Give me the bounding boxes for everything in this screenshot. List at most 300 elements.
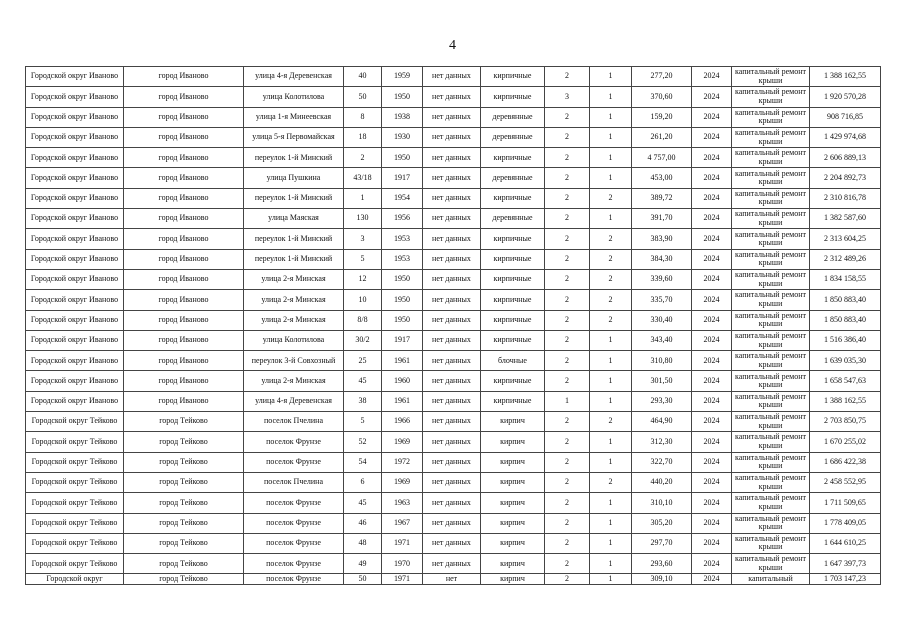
work-type-cell: капитальный ремонт крыши	[732, 229, 810, 249]
info-cell: нет данных	[423, 412, 481, 432]
floors-cell: 2	[545, 533, 590, 553]
street-cell: переулок 1-й Минский	[244, 249, 344, 269]
city-cell: город Тейково	[124, 513, 244, 533]
work-type-cell: капитальный ремонт крыши	[732, 269, 810, 289]
year-built-cell: 1950	[382, 269, 423, 289]
plan-year-cell: 2024	[692, 290, 732, 310]
info-cell: нет данных	[423, 493, 481, 513]
floors-cell: 2	[545, 148, 590, 168]
work-type-cell: капитальный ремонт крыши	[732, 351, 810, 371]
house-number-cell: 25	[344, 351, 382, 371]
city-cell: город Иваново	[124, 168, 244, 188]
work-type-cell: капитальный ремонт крыши	[732, 87, 810, 107]
area-cell: 464,90	[632, 412, 692, 432]
work-type-cell: капитальный ремонт крыши	[732, 412, 810, 432]
city-cell: город Иваново	[124, 188, 244, 208]
cost-cell: 1 703 147,23	[810, 574, 881, 585]
entrances-cell: 1	[590, 574, 632, 585]
wall-material-cell: кирпичные	[481, 67, 545, 87]
plan-year-cell: 2024	[692, 391, 732, 411]
plan-year-cell: 2024	[692, 574, 732, 585]
entrances-cell: 1	[590, 148, 632, 168]
floors-cell: 3	[545, 87, 590, 107]
year-built-cell: 1917	[382, 168, 423, 188]
table-row	[26, 67, 881, 87]
wall-material-cell: деревянные	[481, 107, 545, 127]
area-cell: 383,90	[632, 229, 692, 249]
entrances-cell: 1	[590, 168, 632, 188]
year-built-cell: 1969	[382, 432, 423, 452]
street-cell: улица 4-я Деревенская	[244, 391, 344, 411]
city-cell: город Иваново	[124, 391, 244, 411]
area-cell: 4 757,00	[632, 148, 692, 168]
area-cell: 309,10	[632, 574, 692, 585]
floors-cell: 2	[545, 330, 590, 350]
district-cell: Городской округ Иваново	[26, 127, 124, 147]
plan-year-cell: 2024	[692, 432, 732, 452]
plan-year-cell: 2024	[692, 513, 732, 533]
wall-material-cell: деревянные	[481, 127, 545, 147]
street-cell: улица Маяская	[244, 209, 344, 229]
info-cell: нет данных	[423, 432, 481, 452]
work-type-cell: капитальный ремонт крыши	[732, 310, 810, 330]
street-cell: улица Пушкина	[244, 168, 344, 188]
table-row	[26, 493, 881, 513]
entrances-cell: 1	[590, 87, 632, 107]
entrances-cell: 2	[590, 269, 632, 289]
district-cell: Городской округ Иваново	[26, 269, 124, 289]
street-cell: улица Колотилова	[244, 87, 344, 107]
table-row	[26, 269, 881, 289]
city-cell: город Иваново	[124, 371, 244, 391]
table-row	[26, 391, 881, 411]
table-row	[26, 310, 881, 330]
table-row	[26, 371, 881, 391]
table-row	[26, 87, 881, 107]
wall-material-cell: кирпичные	[481, 148, 545, 168]
work-type-cell: капитальный ремонт крыши	[732, 391, 810, 411]
table-row	[26, 290, 881, 310]
area-cell: 312,30	[632, 432, 692, 452]
year-built-cell: 1956	[382, 209, 423, 229]
cost-cell: 1 639 035,30	[810, 351, 881, 371]
floors-cell: 2	[545, 412, 590, 432]
area-cell: 159,20	[632, 107, 692, 127]
work-type-cell: капитальный ремонт крыши	[732, 493, 810, 513]
cost-cell: 1 670 255,02	[810, 432, 881, 452]
year-built-cell: 1930	[382, 127, 423, 147]
cost-cell: 1 516 386,40	[810, 330, 881, 350]
year-built-cell: 1966	[382, 412, 423, 432]
info-cell: нет данных	[423, 533, 481, 553]
house-number-cell: 45	[344, 371, 382, 391]
floors-cell: 2	[545, 351, 590, 371]
plan-year-cell: 2024	[692, 472, 732, 492]
entrances-cell: 1	[590, 330, 632, 350]
work-type-cell: капитальный ремонт крыши	[732, 148, 810, 168]
city-cell: город Тейково	[124, 452, 244, 472]
info-cell: нет данных	[423, 310, 481, 330]
city-cell: город Иваново	[124, 310, 244, 330]
cost-cell: 1 711 509,65	[810, 493, 881, 513]
cost-cell: 1 834 158,55	[810, 269, 881, 289]
table-row	[26, 330, 881, 350]
city-cell: город Иваново	[124, 351, 244, 371]
district-cell: Городской округ Иваново	[26, 107, 124, 127]
plan-year-cell: 2024	[692, 554, 732, 574]
plan-year-cell: 2024	[692, 269, 732, 289]
street-cell: поселок Фрунзе	[244, 574, 344, 585]
info-cell: нет данных	[423, 269, 481, 289]
year-built-cell: 1953	[382, 249, 423, 269]
house-number-cell: 48	[344, 533, 382, 553]
year-built-cell: 1950	[382, 87, 423, 107]
city-cell: город Иваново	[124, 67, 244, 87]
year-built-cell: 1917	[382, 330, 423, 350]
cost-cell: 908 716,85	[810, 107, 881, 127]
city-cell: город Иваново	[124, 269, 244, 289]
entrances-cell: 1	[590, 493, 632, 513]
plan-year-cell: 2024	[692, 452, 732, 472]
table-row	[26, 188, 881, 208]
cost-cell: 2 606 889,13	[810, 148, 881, 168]
table-body	[26, 67, 881, 585]
floors-cell: 2	[545, 269, 590, 289]
entrances-cell: 1	[590, 209, 632, 229]
house-number-cell: 18	[344, 127, 382, 147]
table-row	[26, 432, 881, 452]
street-cell: улица 2-я Минская	[244, 371, 344, 391]
floors-cell: 2	[545, 168, 590, 188]
cost-cell: 2 458 552,95	[810, 472, 881, 492]
work-type-cell: капитальный ремонт крыши	[732, 371, 810, 391]
table-row	[26, 107, 881, 127]
info-cell: нет данных	[423, 452, 481, 472]
district-cell: Городской округ Иваново	[26, 229, 124, 249]
floors-cell: 2	[545, 493, 590, 513]
cost-cell: 1 388 162,55	[810, 391, 881, 411]
street-cell: поселок Фрунзе	[244, 513, 344, 533]
house-number-cell: 12	[344, 269, 382, 289]
year-built-cell: 1963	[382, 493, 423, 513]
house-number-cell: 43/18	[344, 168, 382, 188]
table-row	[26, 148, 881, 168]
work-type-cell: капитальный	[732, 574, 810, 585]
house-number-cell: 5	[344, 249, 382, 269]
wall-material-cell: кирпич	[481, 493, 545, 513]
work-type-cell: капитальный ремонт крыши	[732, 330, 810, 350]
cost-cell: 2 310 816,78	[810, 188, 881, 208]
street-cell: поселок Пчелина	[244, 472, 344, 492]
entrances-cell: 2	[590, 290, 632, 310]
plan-year-cell: 2024	[692, 310, 732, 330]
wall-material-cell: кирпичные	[481, 269, 545, 289]
house-number-cell: 50	[344, 574, 382, 585]
city-cell: город Иваново	[124, 249, 244, 269]
wall-material-cell: кирпич	[481, 452, 545, 472]
plan-year-cell: 2024	[692, 371, 732, 391]
plan-year-cell: 2024	[692, 168, 732, 188]
wall-material-cell: кирпичные	[481, 330, 545, 350]
cost-cell: 1 658 547,63	[810, 371, 881, 391]
plan-year-cell: 2024	[692, 493, 732, 513]
year-built-cell: 1961	[382, 391, 423, 411]
district-cell: Городской округ Иваново	[26, 148, 124, 168]
floors-cell: 2	[545, 188, 590, 208]
area-cell: 335,70	[632, 290, 692, 310]
district-cell: Городской округ Тейково	[26, 554, 124, 574]
area-cell: 440,20	[632, 472, 692, 492]
info-cell: нет данных	[423, 290, 481, 310]
house-number-cell: 54	[344, 452, 382, 472]
street-cell: поселок Фрунзе	[244, 554, 344, 574]
plan-year-cell: 2024	[692, 148, 732, 168]
city-cell: город Иваново	[124, 107, 244, 127]
house-number-cell: 30/2	[344, 330, 382, 350]
area-cell: 370,60	[632, 87, 692, 107]
table-row	[26, 412, 881, 432]
area-cell: 261,20	[632, 127, 692, 147]
plan-year-cell: 2024	[692, 107, 732, 127]
street-cell: улица 2-я Минская	[244, 310, 344, 330]
entrances-cell: 2	[590, 229, 632, 249]
year-built-cell: 1959	[382, 67, 423, 87]
street-cell: поселок Фрунзе	[244, 493, 344, 513]
plan-year-cell: 2024	[692, 229, 732, 249]
house-number-cell: 3	[344, 229, 382, 249]
city-cell: город Тейково	[124, 574, 244, 585]
plan-year-cell: 2024	[692, 67, 732, 87]
plan-year-cell: 2024	[692, 533, 732, 553]
wall-material-cell: кирпичные	[481, 249, 545, 269]
year-built-cell: 1950	[382, 148, 423, 168]
house-number-cell: 1	[344, 188, 382, 208]
district-cell: Городской округ Иваново	[26, 188, 124, 208]
floors-cell: 2	[545, 452, 590, 472]
wall-material-cell: блочные	[481, 351, 545, 371]
area-cell: 301,50	[632, 371, 692, 391]
floors-cell: 2	[545, 432, 590, 452]
work-type-cell: капитальный ремонт крыши	[732, 432, 810, 452]
wall-material-cell: кирпичные	[481, 229, 545, 249]
cost-cell: 2 703 850,75	[810, 412, 881, 432]
year-built-cell: 1950	[382, 290, 423, 310]
year-built-cell: 1971	[382, 574, 423, 585]
table-row	[26, 513, 881, 533]
district-cell: Городской округ Тейково	[26, 533, 124, 553]
area-cell: 305,20	[632, 513, 692, 533]
entrances-cell: 1	[590, 513, 632, 533]
district-cell: Городской округ Иваново	[26, 351, 124, 371]
info-cell: нет данных	[423, 371, 481, 391]
street-cell: улица 5-я Первомайская	[244, 127, 344, 147]
table-row	[26, 533, 881, 553]
wall-material-cell: кирпичные	[481, 290, 545, 310]
district-cell: Городской округ Иваново	[26, 391, 124, 411]
house-number-cell: 6	[344, 472, 382, 492]
cost-cell: 1 850 883,40	[810, 290, 881, 310]
table-row	[26, 472, 881, 492]
floors-cell: 2	[545, 371, 590, 391]
entrances-cell: 2	[590, 249, 632, 269]
entrances-cell: 1	[590, 107, 632, 127]
info-cell: нет данных	[423, 168, 481, 188]
street-cell: поселок Фрунзе	[244, 452, 344, 472]
city-cell: город Иваново	[124, 148, 244, 168]
year-built-cell: 1971	[382, 533, 423, 553]
district-cell: Городской округ Тейково	[26, 493, 124, 513]
entrances-cell: 2	[590, 412, 632, 432]
district-cell: Городской округ Тейково	[26, 432, 124, 452]
info-cell: нет данных	[423, 249, 481, 269]
info-cell: нет данных	[423, 127, 481, 147]
area-cell: 339,60	[632, 269, 692, 289]
info-cell: нет данных	[423, 148, 481, 168]
floors-cell: 1	[545, 391, 590, 411]
area-cell: 293,30	[632, 391, 692, 411]
area-cell: 389,72	[632, 188, 692, 208]
city-cell: город Иваново	[124, 290, 244, 310]
wall-material-cell: кирпичные	[481, 391, 545, 411]
entrances-cell: 1	[590, 533, 632, 553]
district-cell: Городской округ Тейково	[26, 472, 124, 492]
table-row	[26, 452, 881, 472]
entrances-cell: 1	[590, 127, 632, 147]
table-row	[26, 168, 881, 188]
city-cell: город Тейково	[124, 554, 244, 574]
floors-cell: 2	[545, 290, 590, 310]
city-cell: город Иваново	[124, 209, 244, 229]
plan-year-cell: 2024	[692, 209, 732, 229]
floors-cell: 2	[545, 209, 590, 229]
entrances-cell: 1	[590, 371, 632, 391]
wall-material-cell: деревянные	[481, 168, 545, 188]
plan-year-cell: 2024	[692, 188, 732, 208]
wall-material-cell: деревянные	[481, 209, 545, 229]
info-cell: нет данных	[423, 554, 481, 574]
street-cell: улица 1-я Минеевская	[244, 107, 344, 127]
area-cell: 384,30	[632, 249, 692, 269]
table-row	[26, 554, 881, 574]
wall-material-cell: кирпич	[481, 533, 545, 553]
house-number-cell: 40	[344, 67, 382, 87]
plan-year-cell: 2024	[692, 87, 732, 107]
street-cell: поселок Фрунзе	[244, 432, 344, 452]
cost-cell: 1 686 422,38	[810, 452, 881, 472]
city-cell: город Тейково	[124, 533, 244, 553]
city-cell: город Иваново	[124, 229, 244, 249]
info-cell: нет данных	[423, 188, 481, 208]
wall-material-cell: кирпич	[481, 574, 545, 585]
year-built-cell: 1953	[382, 229, 423, 249]
entrances-cell: 2	[590, 188, 632, 208]
work-type-cell: капитальный ремонт крыши	[732, 67, 810, 87]
street-cell: переулок 1-й Минский	[244, 229, 344, 249]
city-cell: город Тейково	[124, 412, 244, 432]
info-cell: нет данных	[423, 330, 481, 350]
wall-material-cell: кирпич	[481, 554, 545, 574]
work-type-cell: капитальный ремонт крыши	[732, 513, 810, 533]
page-number: 4	[449, 38, 456, 53]
floors-cell: 2	[545, 513, 590, 533]
work-type-cell: капитальный ремонт крыши	[732, 209, 810, 229]
plan-year-cell: 2024	[692, 412, 732, 432]
year-built-cell: 1967	[382, 513, 423, 533]
district-cell: Городской округ Иваново	[26, 290, 124, 310]
year-built-cell: 1954	[382, 188, 423, 208]
plan-year-cell: 2024	[692, 127, 732, 147]
work-type-cell: капитальный ремонт крыши	[732, 107, 810, 127]
entrances-cell: 2	[590, 310, 632, 330]
info-cell: нет данных	[423, 513, 481, 533]
info-cell: нет данных	[423, 472, 481, 492]
floors-cell: 2	[545, 249, 590, 269]
wall-material-cell: кирпич	[481, 513, 545, 533]
work-type-cell: капитальный ремонт крыши	[732, 290, 810, 310]
cost-cell: 1 647 397,73	[810, 554, 881, 574]
info-cell: нет	[423, 574, 481, 585]
house-number-cell: 8	[344, 107, 382, 127]
area-cell: 343,40	[632, 330, 692, 350]
floors-cell: 2	[545, 310, 590, 330]
area-cell: 322,70	[632, 452, 692, 472]
year-built-cell: 1970	[382, 554, 423, 574]
street-cell: поселок Фрунзе	[244, 533, 344, 553]
wall-material-cell: кирпичные	[481, 188, 545, 208]
cost-cell: 1 382 587,60	[810, 209, 881, 229]
floors-cell: 2	[545, 127, 590, 147]
cost-cell: 2 204 892,73	[810, 168, 881, 188]
area-cell: 310,10	[632, 493, 692, 513]
entrances-cell: 1	[590, 452, 632, 472]
district-cell: Городской округ	[26, 574, 124, 585]
district-cell: Городской округ Иваново	[26, 249, 124, 269]
entrances-cell: 1	[590, 67, 632, 87]
info-cell: нет данных	[423, 351, 481, 371]
cost-cell: 2 312 489,26	[810, 249, 881, 269]
table-row	[26, 249, 881, 269]
info-cell: нет данных	[423, 391, 481, 411]
cost-cell: 1 920 570,28	[810, 87, 881, 107]
district-cell: Городской округ Иваново	[26, 168, 124, 188]
floors-cell: 2	[545, 67, 590, 87]
plan-year-cell: 2024	[692, 249, 732, 269]
area-cell: 293,60	[632, 554, 692, 574]
house-number-cell: 130	[344, 209, 382, 229]
work-type-cell: капитальный ремонт крыши	[732, 452, 810, 472]
city-cell: город Иваново	[124, 330, 244, 350]
street-cell: улица 2-я Минская	[244, 269, 344, 289]
cost-cell: 1 388 162,55	[810, 67, 881, 87]
house-number-cell: 38	[344, 391, 382, 411]
info-cell: нет данных	[423, 107, 481, 127]
entrances-cell: 2	[590, 472, 632, 492]
work-type-cell: капитальный ремонт крыши	[732, 533, 810, 553]
plan-year-cell: 2024	[692, 351, 732, 371]
floors-cell: 2	[545, 229, 590, 249]
house-number-cell: 8/8	[344, 310, 382, 330]
area-cell: 277,20	[632, 67, 692, 87]
work-type-cell: капитальный ремонт крыши	[732, 188, 810, 208]
area-cell: 453,00	[632, 168, 692, 188]
year-built-cell: 1969	[382, 472, 423, 492]
district-cell: Городской округ Тейково	[26, 412, 124, 432]
housing-repair-table	[25, 66, 881, 585]
entrances-cell: 1	[590, 391, 632, 411]
district-cell: Городской округ Иваново	[26, 371, 124, 391]
district-cell: Городской округ Иваново	[26, 209, 124, 229]
wall-material-cell: кирпичные	[481, 87, 545, 107]
